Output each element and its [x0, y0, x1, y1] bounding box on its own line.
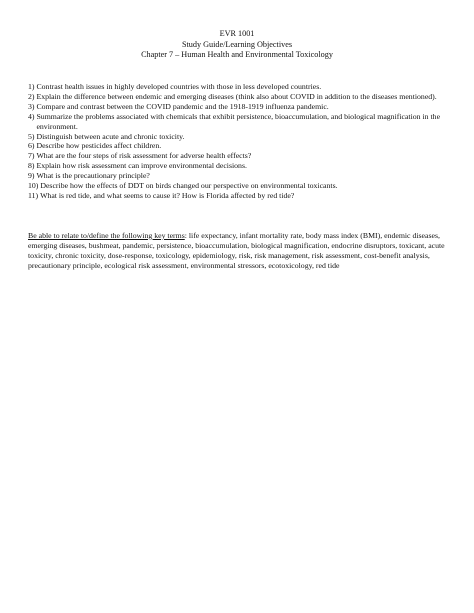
objective-item — [28, 132, 453, 142]
objective-text: What are the four steps of risk assessment for adverse health effects? — [36, 151, 252, 161]
objective-item — [28, 102, 453, 112]
objective-text: What is red tide, and what seems to cause it? How is Florida affected by red tide? — [40, 190, 295, 200]
document-type: Study Guide/Learning Objectives — [181, 39, 293, 49]
objective-number: 8) — [28, 161, 37, 171]
objective-item — [28, 191, 453, 201]
objective-item — [28, 82, 453, 92]
objective-number: 6) — [28, 141, 37, 151]
objective-number: 9) — [28, 171, 37, 181]
objective-text: Compare and contrast between the COVID pandemic and the 1918-1919 influenza pandemic. — [36, 101, 329, 111]
objective-number: 5) — [28, 131, 37, 141]
objective-text: Explain the difference between endemic and emerging diseases (think also about COVID in addition to the diseases mentioned). — [36, 91, 437, 101]
objective-text: Describe how the effects of DDT on birds changed our perspective on environmental toxicants. — [40, 181, 338, 191]
objective-number: 11) — [28, 190, 41, 200]
objective-number: 4) — [28, 111, 37, 121]
chapter-title: Chapter 7 – Human Health and Environmental Toxicology — [141, 50, 333, 60]
objective-number: 2) — [28, 91, 37, 101]
objective-item — [28, 161, 453, 171]
objectives-list — [28, 82, 453, 201]
key-terms-list: : life expectancy, infant mortality rate, body mass index (BMI), endemic diseases, emerging diseases, bushmeat, pandemic, persistence, bioaccumulation, biological magnification, endocrine disruptors, toxicant, acute toxicity, chronic toxicity, dose-response, toxicology, epidemiology, risk, risk management, risk assessment, cost-benefit analysis, precautionary principle, ecological risk assessment, environmental stressors, ecotoxicology, red tide — [28, 231, 445, 270]
objective-text: Distinguish between acute and chronic toxicity. — [36, 131, 185, 141]
document-header — [0, 29, 474, 61]
objective-number: 7) — [28, 151, 37, 161]
objective-item — [28, 151, 453, 161]
objective-item — [28, 92, 453, 102]
course-code: EVR 1001 — [219, 29, 255, 38]
key-terms-lead: Be able to relate to/define the following key terms — [28, 231, 185, 240]
key-terms-paragraph — [28, 231, 448, 271]
objective-item — [28, 171, 453, 181]
objective-item — [28, 141, 453, 151]
objective-text: Summarize the problems associated with chemicals that exhibit persistence, bioaccumulation, and biological magnification in the environment. — [36, 111, 441, 131]
objective-text: What is the precautionary principle? — [36, 171, 150, 181]
objective-text: Describe how pesticides affect children. — [36, 141, 162, 151]
objective-item — [28, 181, 453, 191]
objective-text: Contrast health issues in highly developed countries with those in less developed countries. — [36, 82, 322, 91]
objective-number: 1) — [28, 82, 37, 91]
objective-number: 10) — [28, 181, 41, 191]
objective-number: 3) — [28, 101, 37, 111]
objective-item — [28, 112, 453, 132]
objective-text: Explain how risk assessment can improve environmental decisions. — [36, 161, 247, 171]
